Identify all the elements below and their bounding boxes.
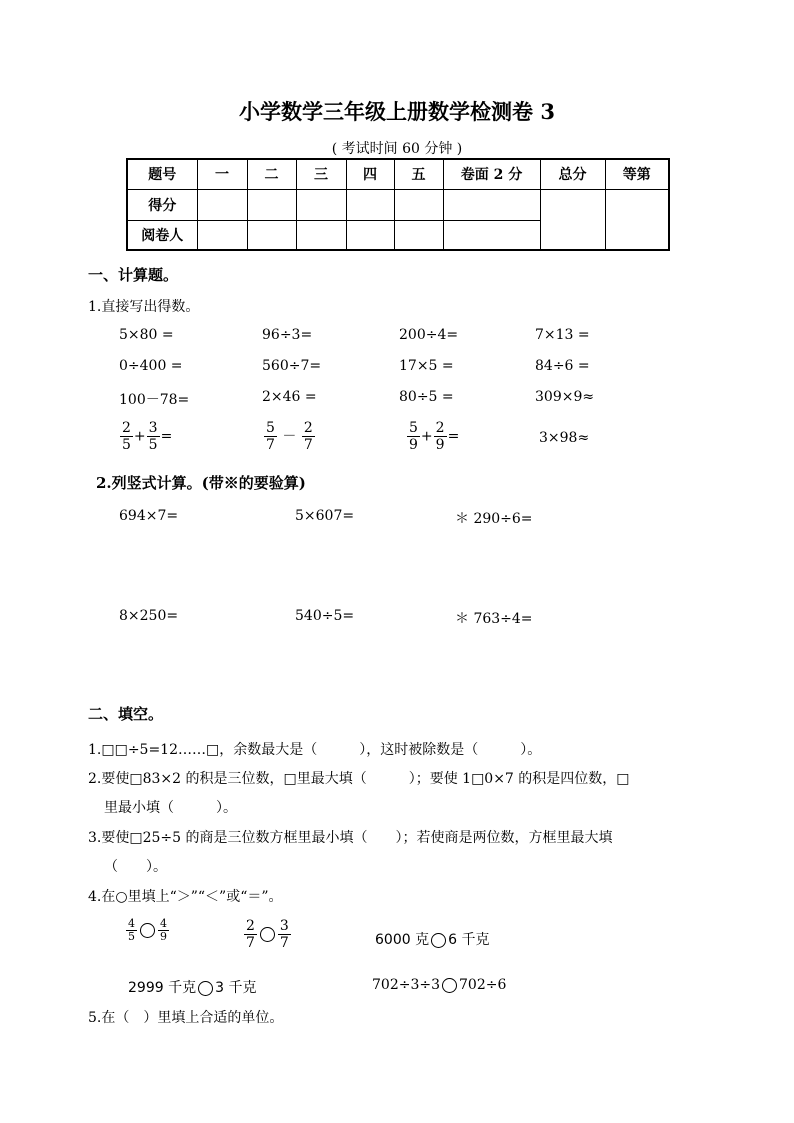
- calc-item: 309×9≈: [535, 389, 595, 405]
- grader-cell[interactable]: [296, 220, 346, 250]
- vertical-calc-item: ＊ 290÷6=: [455, 511, 533, 527]
- fraction-expression: $\frac{5}{9}$ + $\frac{2}{9}$ =: [409, 420, 460, 453]
- score-table-header-row: [127, 159, 669, 189]
- compare-circle[interactable]: [431, 933, 446, 948]
- grader-cell[interactable]: [346, 220, 394, 250]
- compare-item: 2999 千克 3 千克: [128, 980, 257, 996]
- fraction: $\frac{2}{9}$: [435, 420, 445, 453]
- calc-item: 560÷7=: [262, 358, 322, 374]
- compare-item: [125, 918, 170, 943]
- fill-question-5: 5.在（ ）里填上合适的单位。: [88, 1010, 284, 1026]
- fraction: $\frac{3}{7}$: [279, 918, 289, 951]
- score-table: [126, 158, 670, 251]
- grader-cell[interactable]: [394, 220, 443, 250]
- grader-cell[interactable]: [197, 220, 247, 250]
- fraction: $\frac{2}{7}$: [303, 420, 313, 453]
- q1-label: 1.直接写出得数。: [88, 299, 200, 315]
- header-cell: 题号: [127, 159, 197, 189]
- grader-cell[interactable]: [443, 220, 540, 250]
- calc-item: 3×98≈: [539, 430, 590, 446]
- header-cell: 总分: [540, 159, 605, 189]
- fraction: $\frac{2}{5}$: [122, 420, 131, 453]
- compare-circle[interactable]: [442, 978, 457, 993]
- q2-label: 2.列竖式计算。(带※的要验算): [96, 474, 306, 492]
- fill-question-4: 4.在○里填上“＞”“＜”或“＝”。: [88, 889, 283, 905]
- header-cell: 二: [247, 159, 296, 189]
- calc-item: 17×5 =: [399, 358, 454, 374]
- compare-circle[interactable]: [140, 923, 155, 938]
- header-cell: 五: [394, 159, 443, 189]
- score-cell[interactable]: [346, 189, 394, 220]
- grader-cell[interactable]: [247, 220, 296, 250]
- fraction: $\frac{5}{7}$: [266, 420, 275, 453]
- score-row: [127, 189, 669, 220]
- header-cell: 卷面 2 分: [443, 159, 540, 189]
- header-cell: 四: [346, 159, 394, 189]
- score-cell[interactable]: [394, 189, 443, 220]
- calc-item: 7×13 =: [535, 327, 590, 343]
- vertical-calc-item: 540÷5=: [295, 608, 355, 624]
- calc-item: 0÷400 =: [119, 358, 183, 374]
- compare-circle[interactable]: [198, 981, 213, 996]
- header-cell: 一: [197, 159, 247, 189]
- vertical-calc-item: 8×250=: [119, 608, 179, 624]
- score-cell[interactable]: [197, 189, 247, 220]
- fraction-expression: $\frac{5}{7}$ － $\frac{2}{7}$: [266, 420, 313, 453]
- compare-item: 6000 克 6 千克: [375, 932, 490, 948]
- total-score-cell[interactable]: [540, 189, 605, 250]
- vertical-calc-item: ＊ 763÷4=: [455, 611, 533, 627]
- compare-circle[interactable]: [260, 927, 275, 942]
- grade-cell[interactable]: [605, 189, 669, 250]
- fraction-expression: $\frac{2}{5}$ + $\frac{3}{5}$ =: [122, 420, 173, 453]
- page-title: 小学数学三年级上册数学检测卷 3: [239, 99, 555, 124]
- fraction: $\frac{3}{5}$: [148, 420, 158, 453]
- fraction: $\frac{4}{9}$: [160, 917, 167, 943]
- calc-item: 84÷6 =: [535, 358, 590, 374]
- compare-item: [243, 918, 292, 951]
- header-cell: 三: [296, 159, 346, 189]
- fill-question-3-cont: （ ）。: [104, 859, 167, 875]
- fill-question-2: 2.要使□83×2 的积是三位数，□里最大填（ ）；要使 1□0×7 的积是四位数，□: [88, 771, 630, 787]
- vertical-calc-item: 5×607=: [295, 508, 355, 524]
- calc-item: 5×80 =: [119, 327, 174, 343]
- calc-item: 2×46 =: [262, 389, 317, 405]
- fill-question-3: 3.要使□25÷5 的商是三位数方框里最小填（ ）；若使商是两位数，方框里最大填: [88, 830, 613, 846]
- vertical-calc-item: 694×7=: [119, 508, 179, 524]
- section2-heading: 二、填空。: [88, 705, 164, 723]
- calc-item: 80÷5 =: [399, 389, 454, 405]
- header-cell: 等第: [605, 159, 669, 189]
- fill-question-1: 1.□□÷5=12……□，余数最大是（ ），这时被除数是（ ）。: [88, 742, 542, 758]
- fraction: $\frac{5}{9}$: [409, 420, 418, 453]
- calc-item: 96÷3=: [262, 327, 313, 343]
- section1-heading: 一、计算题。: [88, 266, 179, 284]
- row-label-grader: 阅卷人: [127, 220, 197, 250]
- score-cell[interactable]: [247, 189, 296, 220]
- exam-time-subtitle: ( 考试时间 60 分钟 ): [331, 141, 463, 157]
- fraction: $\frac{4}{5}$: [128, 917, 135, 943]
- calc-item: 200÷4=: [399, 327, 459, 343]
- row-label-score: 得分: [127, 189, 197, 220]
- compare-item: 702÷3÷3 702÷6: [372, 977, 507, 993]
- score-cell[interactable]: [296, 189, 346, 220]
- fill-question-2-cont: 里最小填（ ）。: [104, 800, 237, 816]
- score-cell[interactable]: [443, 189, 540, 220]
- calc-item: 100－78=: [119, 392, 190, 408]
- fraction: $\frac{2}{7}$: [246, 918, 255, 951]
